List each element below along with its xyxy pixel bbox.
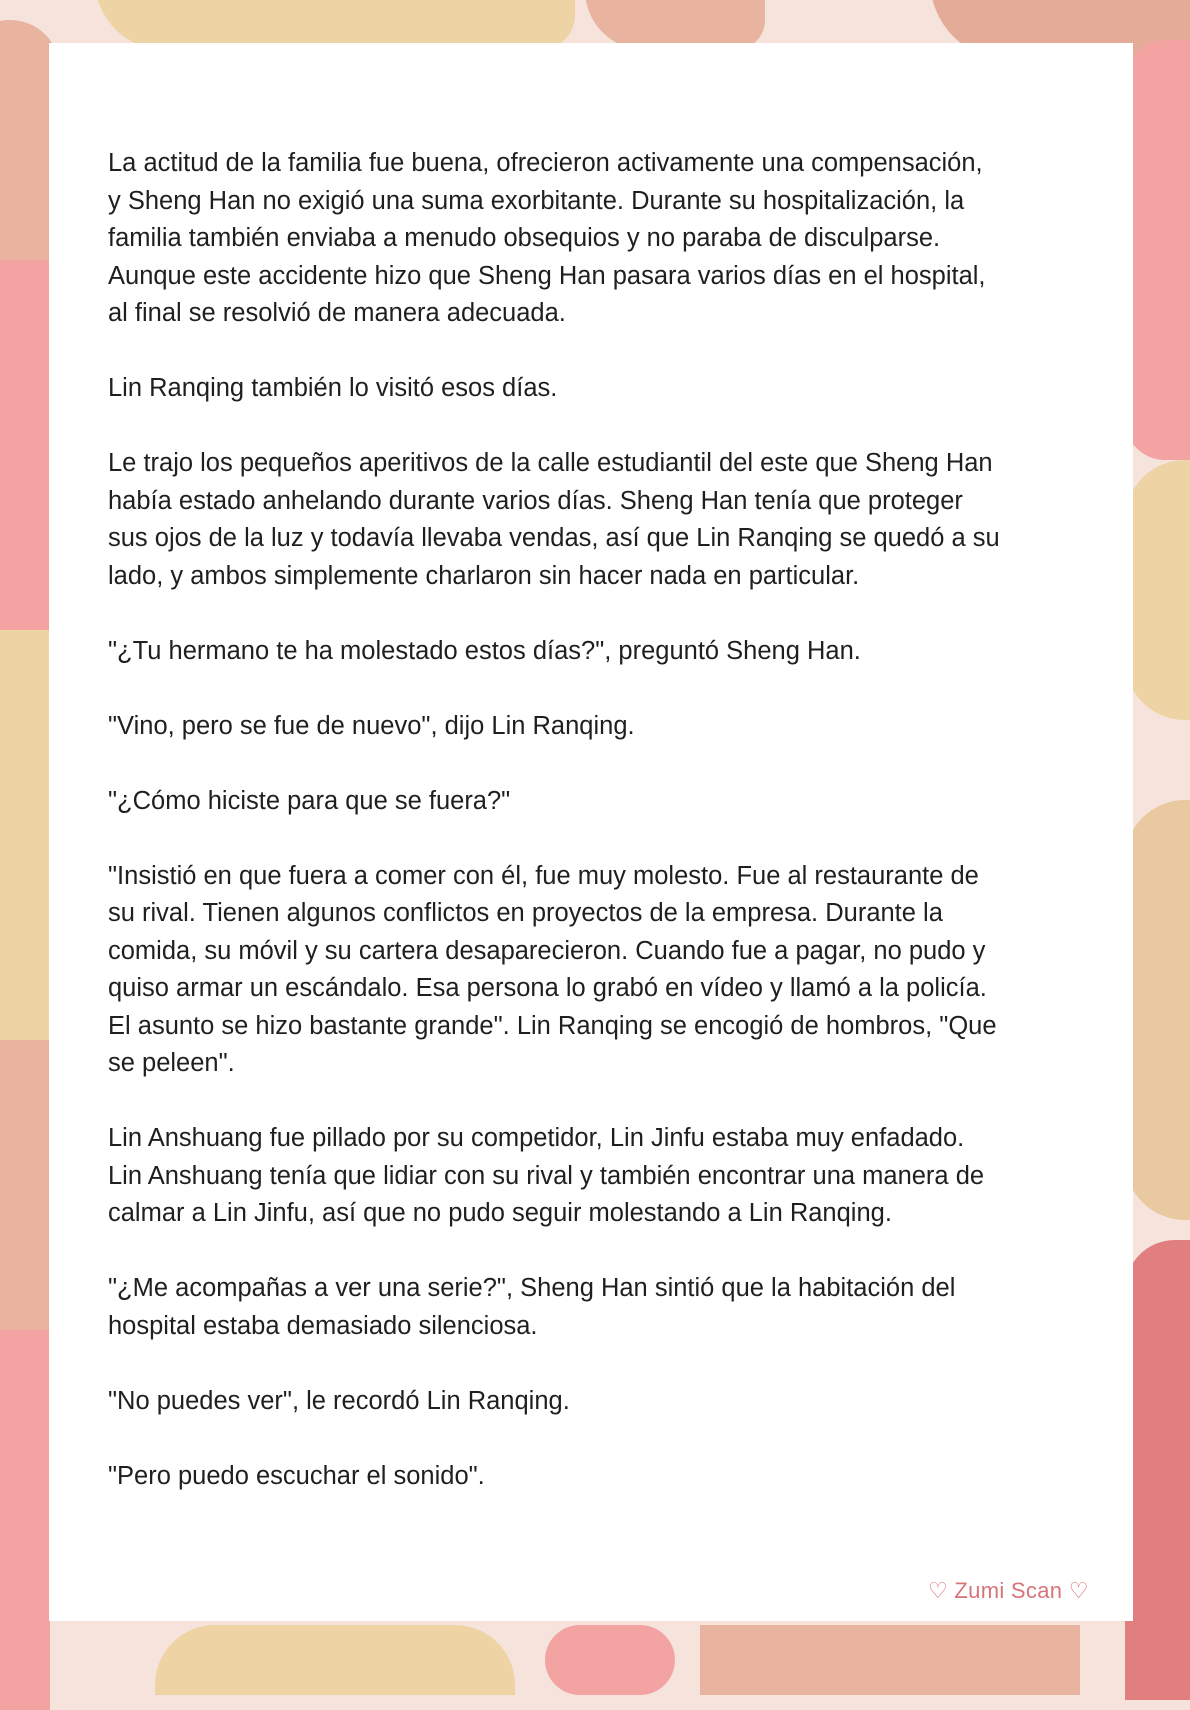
decor-bottom-peach <box>700 1625 1080 1695</box>
text-line: Lin Ranqing también lo visitó esos días. <box>108 374 558 402</box>
text-line: "¿Me acompañas a ver una serie?", Sheng Han sintió que la habitación del <box>108 1274 956 1302</box>
paragraph <box>108 858 1108 1083</box>
watermark: ♡ Zumi Scan ♡ <box>928 1578 1089 1603</box>
text-line: "¿Cómo hiciste para que se fuera?" <box>108 786 511 815</box>
text-line: su rival. Tienen algunos conflictos en proyectos de la empresa. Durante la <box>108 899 943 927</box>
text-line: "Pero puedo escuchar el sonido". <box>108 1461 485 1490</box>
text-line: comida, su móvil y su cartera desaparecieron. Cuando fue a pagar, no pudo y <box>108 936 986 965</box>
text-line: se peleen". <box>108 1049 235 1077</box>
decor-left-peach-2 <box>0 1040 50 1340</box>
decor-bottom-pink <box>545 1625 675 1695</box>
text-line: lado, y ambos simplemente charlaron sin hacer nada en particular. <box>108 561 860 590</box>
chapter-text <box>108 145 1108 1533</box>
text-line: y Sheng Han no exigió una suma exorbitante. Durante su hospitalización, la <box>108 186 965 215</box>
decor-left-sand <box>0 630 50 1050</box>
paragraph <box>108 1383 1108 1421</box>
decor-left-pink-2 <box>0 1330 50 1710</box>
text-line: Le trajo los pequeños aperitivos de la calle estudiantil del este que Sheng Han <box>108 449 993 477</box>
decor-left-pink <box>0 260 50 640</box>
paragraph <box>108 633 1108 671</box>
text-line: había estado anhelando durante varios días. Sheng Han tenía que proteger <box>108 486 963 515</box>
paragraph <box>108 708 1108 746</box>
decor-right-pink <box>1125 40 1190 460</box>
text-line: Lin Anshuang tenía que lidiar con su rival y también encontrar una manera de <box>108 1161 985 1190</box>
text-line: calmar a Lin Jinfu, así que no pudo seguir molestando a Lin Ranqing. <box>108 1199 892 1227</box>
text-line: Aunque este accidente hizo que Sheng Han pasara varios días en el hospital, <box>108 261 986 290</box>
paragraph <box>108 1270 1108 1345</box>
decor-right-sand-2 <box>1125 800 1190 1220</box>
text-line: El asunto se hizo bastante grande". Lin Ranqing se encogió de hombros, "Que <box>108 1011 997 1040</box>
decor-bottom-sand <box>155 1625 515 1695</box>
text-line: hospital estaba demasiado silenciosa. <box>108 1311 538 1340</box>
text-line: familia también enviaba a menudo obsequios y no paraba de disculparse. <box>108 224 941 252</box>
text-line: "No puedes ver", le recordó Lin Ranqing. <box>108 1386 570 1415</box>
paragraph <box>108 445 1108 595</box>
text-line: Lin Anshuang fue pillado por su competidor, Lin Jinfu estaba muy enfadado. <box>108 1124 965 1152</box>
decor-right-rose <box>1125 1240 1190 1700</box>
text-line: al final se resolvió de manera adecuada. <box>108 299 566 327</box>
paragraph <box>108 370 1108 408</box>
text-line: sus ojos de la luz y todavía llevaba vendas, así que Lin Ranqing se quedó a su <box>108 524 1000 552</box>
text-line: La actitud de la familia fue buena, ofrecieron activamente una compensación, <box>108 149 983 177</box>
paragraph <box>108 1458 1108 1496</box>
text-line: "¿Tu hermano te ha molestado estos días?", preguntó Sheng Han. <box>108 636 861 665</box>
decor-right-sand <box>1125 460 1190 720</box>
text-line: "Vino, pero se fue de nuevo", dijo Lin Ranqing. <box>108 711 635 740</box>
text-line: "Insistió en que fuera a comer con él, fue muy molesto. Fue al restaurante de <box>108 861 979 890</box>
paragraph <box>108 783 1108 821</box>
paragraph <box>108 145 1108 333</box>
paragraph <box>108 1120 1108 1233</box>
text-line: quiso armar un escándalo. Esa persona lo grabó en vídeo y llamó a la policía. <box>108 974 987 1002</box>
